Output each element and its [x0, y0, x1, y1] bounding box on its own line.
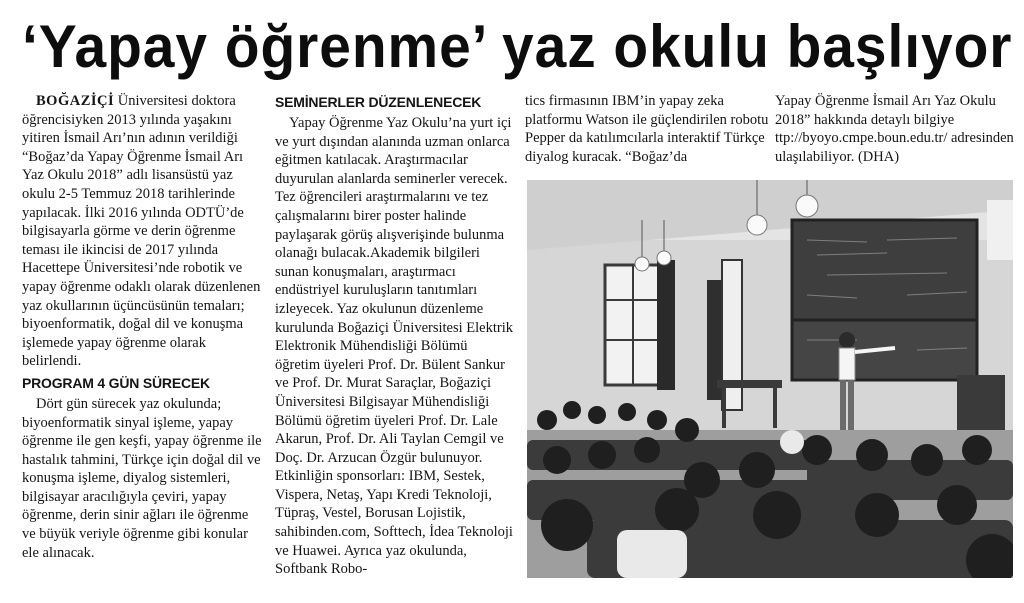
paragraph-info: Yapay Öğrenme İsmail Arı Yaz Okulu 2018” hakkında detaylı bilgiye ttp://byoyo.cmpe.boun.edu.tr/ adresinden ulaşılabiliyor. (DHA)	[775, 93, 1014, 165]
paragraph-intro	[22, 92, 262, 371]
subhead-seminars: SEMİNERLER DÜZENLENECEK	[275, 94, 482, 110]
article-column-4	[775, 92, 1015, 166]
article-column-3	[525, 92, 770, 166]
headline: ‘Yapay öğrenme’ yaz okulu başlıyor	[22, 13, 1013, 80]
subhead-program: PROGRAM 4 GÜN SÜRECEK	[22, 374, 210, 391]
intro-text: Üniversitesi doktora öğrencisiyken 2013 yılında yaşakını yitiren İsmail Arı’nın adının verildiği “Boğaz’da Yapay Öğrenme İsmail Arı Yaz Okulu 2018” adlı lisansüstü yaz okulu 2-5 Temmuz 2018 tarihlerinde yapılacak. İlki 2016 yılında ODTÜ’de bilgisayarla görme ve derin öğrenme teması ile ikincisi de 2017 yılında Hacettepe Üniversitesi’nde robotik ve yapay öğrenme odaklı olarak düzenlenen yaz okullarının üçüncüsünün temaları; biyoenformatik, doğal dil ve konuşma işlemede yapay öğrenme olarak belirlendi.	[22, 93, 261, 370]
paragraph-seminars: Yapay Öğrenme Yaz Okulu’na yurt içi ve yurt dışından alanında uzman onlarca eğitmen katılacak. Araştırmacılar duyurulan alanlarda seminerler verecek. Tez öğrencileri araştırmalarını ve tez çalışmalarını birer poster halinde paylaşarak görüş alışverişinde bulunma olanağı bulacak.Akademik bilgileri sunan konuşmaları, araştırmacı endüstriyel kuruluşların tanıtımları izleyecek. Yaz okulunun düzenleme kurulunda Boğaziçi Üniversitesi Elektrik Elektronik Mühendisliği Bölümü öğretim üyeleri Prof. Dr. Bülent Sankur ve Prof. Dr. Murat Saraçlar, Boğaziçi Üniversitesi Bilgisayar Mühendisliği Bölümü öğretim üyeleri Prof. Dr. Lale Akarun, Prof. Dr. Ali Taylan Cemgil ve Doç. Dr. Arzucan Özgür bulunuyor. Etkinliğin sponsorları: IBM, Sestek, Vispera, Netaş, Yapı Kredi Teknoloji, Tüpraş, Vestel, Borusan Lojistik, sahibinden.com, Softtech, İdea Teknoloji ve Huawei. Ayrıca yaz okulunda, Softbank Robo-	[275, 115, 513, 578]
lead-word: BOĞAZİÇİ	[36, 93, 115, 109]
classroom-photo	[527, 180, 1013, 578]
paragraph-continued: tics firmasının IBM’in yapay zeka platformu Watson ile güçlendirilen robotu Pepper da katılımcılarla interaktif Türkçe diyalog kuracak. “Boğaz’da	[525, 93, 769, 165]
article-column-1	[22, 92, 262, 562]
paragraph-program: Dört gün sürecek yaz okulunda; biyoenformatik sinyal işleme, yapay öğrenme ile gen keşfi, yapay öğrenme ile hastalık tahmini, Türkçe için doğal dil ve konuşma işleme, diyalog sistemleri, bilgisayar aracılığıyla çeviri, yapay öğrenme, derin sinir ağları ile öğrenme ve büyük veriyle öğrenme gibi konular ele alınacak.	[22, 395, 262, 561]
article-column-2	[275, 92, 515, 579]
